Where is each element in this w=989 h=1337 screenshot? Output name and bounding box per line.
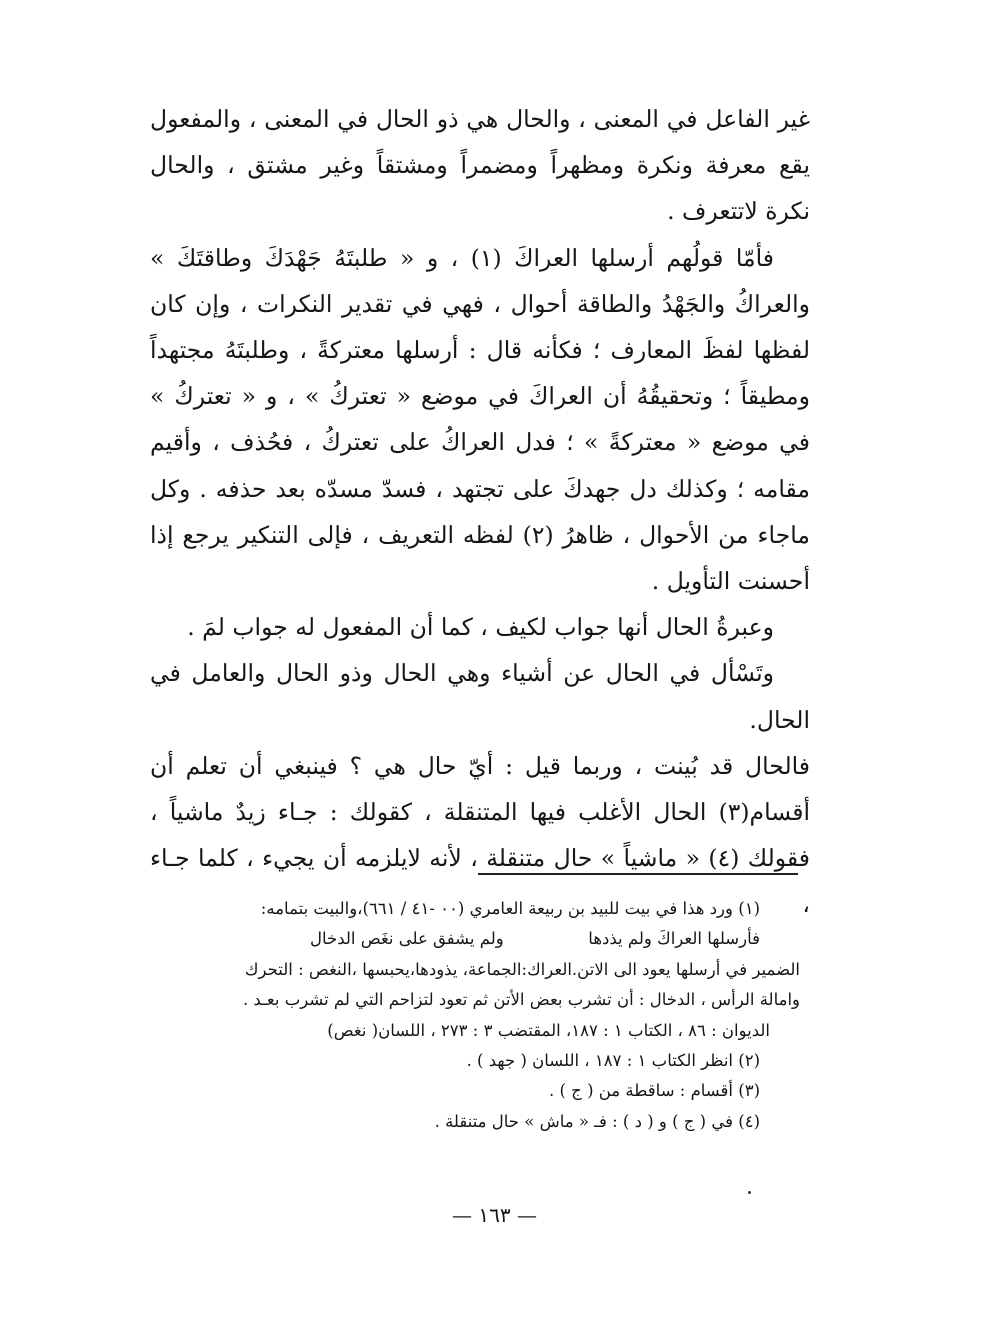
verse-first-half: فأرسلها العراكَ ولم يذدها: [588, 929, 760, 949]
footnote-1-line-3: الضمير في أرسلها يعود الى الاتن.العراك:الجماعة، يذودها،يحبسها ،النغص : التحرك: [244, 959, 800, 979]
paragraph-5: فالحال قد بُينت ، وربما قيل : أيّ حال هي ؟ فينبغي أن تعلم أن أقسام(٣) الحال الأغلب فيها المتنقلة ، كقولك : جـاء زيدٌ ماشياً ، فقولك (٤) « ماشياً » حال متنقلة ، لأنه لايلزمه أن يجيء ، كلما جـاء ،: [150, 751, 810, 919]
paragraph-4: وتَسْأل في الحال عن أشياء وهي الحال وذو الحال والعامل في الحال.: [150, 659, 810, 734]
verse-second-half: ولم يشفق على نغَص الدخال: [310, 929, 504, 949]
page-number: — ١٦٣ —: [452, 1203, 537, 1227]
footnote-2: (٢) انظر الكتاب ١ : ١٨٧ ، اللسان ( جهد ) .: [466, 1051, 760, 1071]
main-text: [150, 96, 810, 928]
paragraph-1: غير الفاعل في المعنى ، والحال هي ذو الحال في المعنى ، والمفعول يقع معرفة ونكرة ومظهراً ومضمراً ومشتقاً وغير مشتق ، والحال نكرة لاتتعرف .: [150, 105, 810, 226]
footnote-1-line-1: (١) ورد هذا في بيت للبيد بن ربيعة العامري (٠٠ -٤١ / ٦٦١)،والبيت بتمامه:: [260, 899, 760, 918]
footnote-3: (٣) أقسام : ساقطة من ( ج ) .: [549, 1081, 760, 1101]
paragraph-3: وعبرةُ الحال أنها جواب لكيف ، كما أن المفعول له جواب لمَ .: [187, 613, 774, 642]
footnote-1-verse: [160, 924, 800, 954]
footnote-1-line-4: وامالة الرأس ، الدخال : أن تشرب بعض الأتن ثم تعود لتزاحم التي لم تشرب بعـد .: [242, 990, 800, 1010]
footnote-4: (٤) في ( ج ) و ( د ) : فـ « ماش » حال متنقلة .: [434, 1111, 760, 1131]
footnote-separator: [478, 873, 798, 875]
paragraph-2: فأمّا قولُهم أرسلها العراكَ (١) ، و « طلبتَهُ جَهْدَكَ وطاقتَكَ » والعراكُ والجَهْدُ والطاقة أحوال ، فهي في تقدير النكرات ، وإن كان لفظها لفظَ المعارف ؛ فكأنه قال : أرسلها معتركةً ، وطلبتَهُ مجتهداً ومطيقاً ؛ وتحقيقُهُ أن العراكَ في موضع « تعتركُ » ، و « تعتركُ » في موضع « معتركةً » ؛ فدل العراكُ على تعتركُ ، فحُذف ، وأقيم مقامه ؛ وكذلك دل جهدكَ على تجتهد ، فسدّ مسدّه بعد حذفه . وكل ماجاء من الأحوال ، ظاهرُ (٢) لفظه التعريف ، فإلى التنكير يرجع إذا أحسنت التأويل .: [150, 243, 810, 596]
ink-speck: [748, 1191, 751, 1194]
footnote-1-sources: الديوان : ٨٦ ، الكتاب ١ : ١٨٧، المقتضب ٣ : ٢٧٣ ، اللسان( نغص): [327, 1020, 770, 1040]
footnotes: [160, 894, 800, 1137]
